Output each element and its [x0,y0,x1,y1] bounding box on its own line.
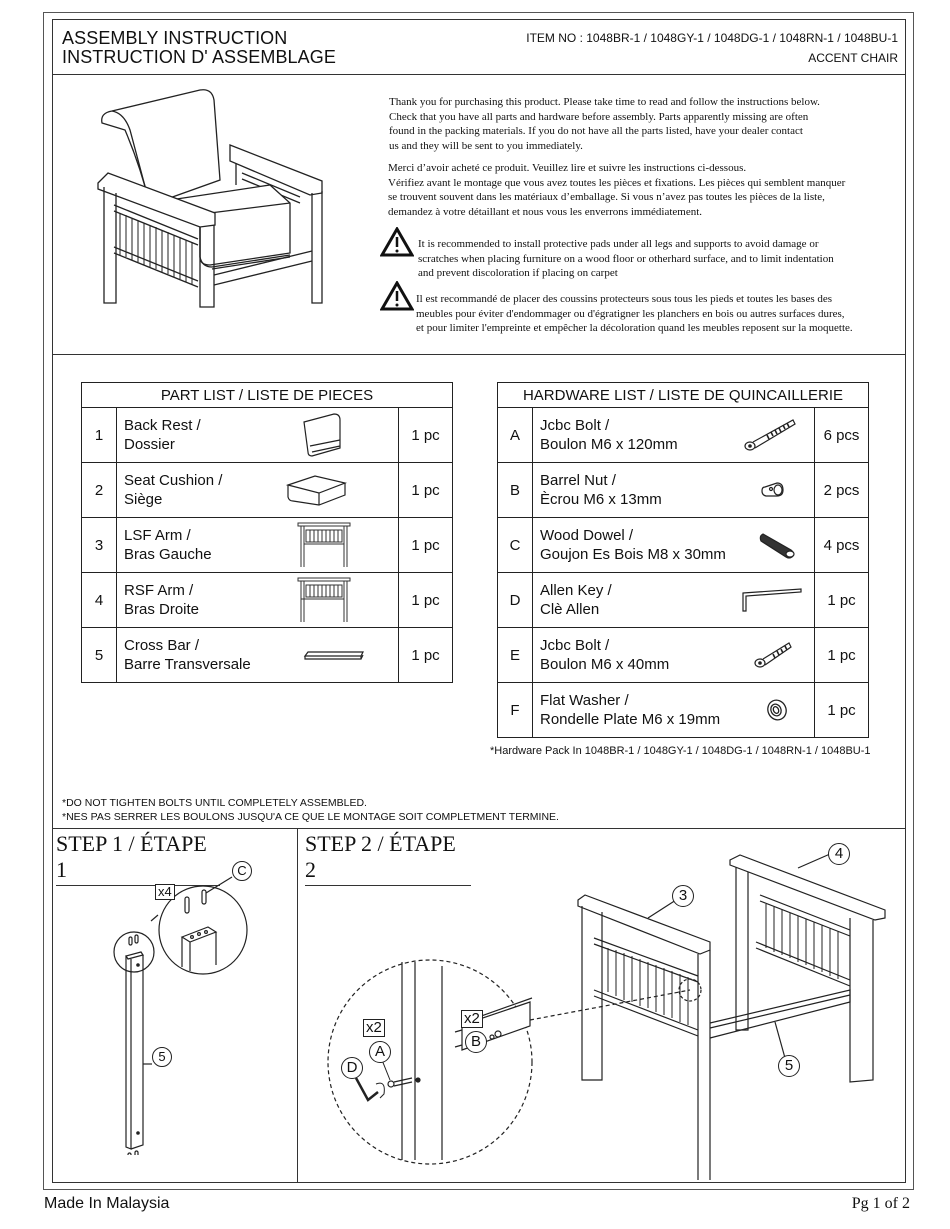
page-title [62,29,336,67]
part-name-en: RSF Arm / [124,582,194,599]
intro-french [388,161,903,219]
step-2-illustration [320,840,900,1180]
step-2-part-4-callout: 4 [828,843,850,865]
hardware-list-title: HARDWARE LIST / LISTE DE QUINCAILLERIE [498,383,869,408]
part-row [82,573,453,628]
hardware-row [498,628,869,683]
hardware-pack-note: *Hardware Pack In 1048BR-1 / 1048GY-1 / 1048DG-1 / 1048RN-1 / 1048BU-1 [490,745,871,757]
hardware-quantity: 1 pc [815,573,869,628]
part-description [117,408,399,463]
step-1-part-5-callout: 5 [152,1047,172,1067]
intro-en-line: Thank you for purchasing this product. Please take time to read and follow the instructions below. [389,96,820,108]
hardware-name-en: Jcbc Bolt / [540,637,610,654]
hardware-name-fr: Rondelle Plate M6 x 19mm [540,711,721,728]
part-number: 5 [82,628,117,683]
step-2-qty-b-label: x2 [461,1010,483,1028]
hardware-description [533,518,815,573]
hardware-quantity: 2 pcs [815,463,869,518]
part-number: 4 [82,573,117,628]
hardware-row [498,683,869,738]
title-en: ASSEMBLY INSTRUCTION [62,28,288,48]
hardware-letter: E [498,628,533,683]
item-info [398,31,898,65]
part-number: 2 [82,463,117,518]
lsf-arm-icon [297,521,351,569]
hardware-name-en: Wood Dowel / [540,527,634,544]
warning-en-line: scratches when placing furniture on a wood floor or otherhard surface, and to limit indentation [418,252,834,265]
part-name-fr: Bras Droite [124,601,200,618]
hardware-description [533,408,815,463]
hardware-letter: F [498,683,533,738]
item-number: ITEM NO : 1048BR-1 / 1048GY-1 / 1048DG-1 / 1048RN-1 / 1048BU-1 [526,31,898,45]
step-1-qty-label: x4 [155,884,175,900]
hardware-letter: B [498,463,533,518]
part-name-en: Cross Bar / [124,637,200,654]
step-2-part-b-callout: B [465,1031,487,1053]
warning-fr-line: et pour limiter l'empreinte et empêcher la décoloration quand les meubles reposent sur la moquette. [416,322,853,334]
part-name-fr: Barre Transversale [124,656,251,673]
steps-divider [52,828,906,829]
part-name-fr: Bras Gauche [124,546,212,563]
part-name-fr: Siège [124,491,163,508]
rsf-arm-icon [297,576,351,624]
part-row [82,408,453,463]
made-in-label: Made In Malaysia [44,1195,170,1212]
step-column-divider [297,828,298,1183]
part-name-en: Seat Cushion / [124,472,223,489]
part-name-en: LSF Arm / [124,527,191,544]
hardware-list-table [497,382,869,738]
part-quantity: 1 pc [399,408,453,463]
hardware-letter: D [498,573,533,628]
header-divider [52,74,906,75]
page-number: Pg 1 of 2 [851,1195,910,1212]
hardware-name-fr: Ècrou M6 x 13mm [540,491,662,508]
step-2-title: STEP 2 / ÉTAPE 2 [305,831,471,886]
cross-bar-icon [303,649,365,661]
hardware-letter: C [498,518,533,573]
intro-en-line: Check that you have all parts and hardware before assembly. Parts apparently missing are often [389,110,809,123]
part-quantity: 1 pc [399,518,453,573]
part-quantity: 1 pc [399,628,453,683]
intro-en-line: us and they will be sent to you immediately. [389,139,583,152]
intro-divider [52,354,906,355]
warning-english [380,227,905,281]
allen-key-icon [741,587,803,613]
part-list-title: PART LIST / LISTE DE PIECES [82,383,453,408]
accent-chair-illustration [90,85,340,310]
long-bolt-icon [743,417,797,453]
warning-french [380,281,905,336]
hardware-name-fr: Goujon Es Bois M8 x 30mm [540,546,726,563]
part-number: 3 [82,518,117,573]
step-2-part-5-callout: 5 [778,1055,800,1077]
hardware-description [533,463,815,518]
hardware-quantity: 1 pc [815,683,869,738]
title-fr: INSTRUCTION D' ASSEMBLAGE [62,47,336,67]
step-2-qty-a-label: x2 [363,1019,385,1037]
hardware-name-en: Jcbc Bolt / [540,417,610,434]
step-2-part-a-callout: A [369,1041,391,1063]
hardware-description [533,628,815,683]
part-description [117,518,399,573]
part-row [82,518,453,573]
hardware-letter: A [498,408,533,463]
hardware-row [498,408,869,463]
warning-en-line: It is recommended to install protective pads under all legs and supports to avoid damage or [418,238,819,250]
part-number: 1 [82,408,117,463]
hardware-name-fr: Boulon M6 x 40mm [540,656,670,673]
warning-triangle-icon [380,227,414,257]
back-rest-icon [300,412,344,458]
part-name-fr: Dossier [124,436,175,453]
flat-washer-icon [765,697,789,723]
part-description [117,628,399,683]
hardware-description [533,573,815,628]
step-1-part-c-callout: C [232,861,252,881]
part-description [117,573,399,628]
hardware-row [498,573,869,628]
intro-fr-line: Vérifiez avant le montage que vous avez toutes les pièces et fixations. Les pièces qui semblent manquer [388,176,846,189]
hardware-name-fr: Clè Allen [540,601,600,618]
part-description [117,463,399,518]
seat-cushion-icon [285,473,349,507]
intro-fr-line: se trouvent souvent dans les matériaux d’emballage. Si vous n’avez pas toutes les pièces de la liste, [388,191,825,203]
warning-en-line: and prevent discoloration if placing on carpet [418,267,618,279]
part-quantity: 1 pc [399,573,453,628]
step-1-title: STEP 1 / ÉTAPE 1 [56,831,220,886]
warning-fr-line: Il est recommandé de placer des coussins protecteurs sous tous les pieds et toutes les bases des [416,293,833,305]
hardware-quantity: 6 pcs [815,408,869,463]
tighten-note [62,796,559,824]
warning-fr-line: meubles pour éviter d'endommager ou d'égratigner les planchers en bois ou autres surfaces dures, [416,307,845,320]
hardware-name-fr: Boulon M6 x 120mm [540,436,678,453]
intro-en-line: found in the packing materials. If you do not have all the parts listed, have your dealer contact [389,125,803,137]
hardware-quantity: 4 pcs [815,518,869,573]
barrel-nut-icon [761,481,785,499]
short-bolt-icon [753,640,793,670]
step-1-illustration [100,855,260,1155]
wood-dowel-icon [759,530,797,560]
hardware-quantity: 1 pc [815,628,869,683]
tighten-note-en: *DO NOT TIGHTEN BOLTS UNTIL COMPLETELY ASSEMBLED. [62,797,367,809]
intro-fr-line: Merci d’avoir acheté ce produit. Veuillez lire et suivre les instructions ci-dessous. [388,162,747,174]
hardware-name-en: Barrel Nut / [540,472,616,489]
tighten-note-fr: *NES PAS SERRER LES BOULONS JUSQU'A CE QUE LE MONTAGE SOIT COMPLETMENT TERMINE. [62,811,559,823]
warning-triangle-icon [380,281,414,311]
product-name: ACCENT CHAIR [808,51,898,65]
intro-fr-line: demandez à votre détaillant et nous vous les enverrons immédiatement. [388,205,703,218]
hardware-name-en: Allen Key / [540,582,612,599]
hardware-row [498,518,869,573]
hardware-name-en: Flat Washer / [540,692,629,709]
step-2-part-d-callout: D [341,1057,363,1079]
part-quantity: 1 pc [399,463,453,518]
hardware-description [533,683,815,738]
step-2-part-3-callout: 3 [672,885,694,907]
part-list-table [81,382,453,683]
part-row [82,628,453,683]
part-name-en: Back Rest / [124,417,201,434]
hardware-row [498,463,869,518]
intro-english [389,95,904,153]
part-row [82,463,453,518]
